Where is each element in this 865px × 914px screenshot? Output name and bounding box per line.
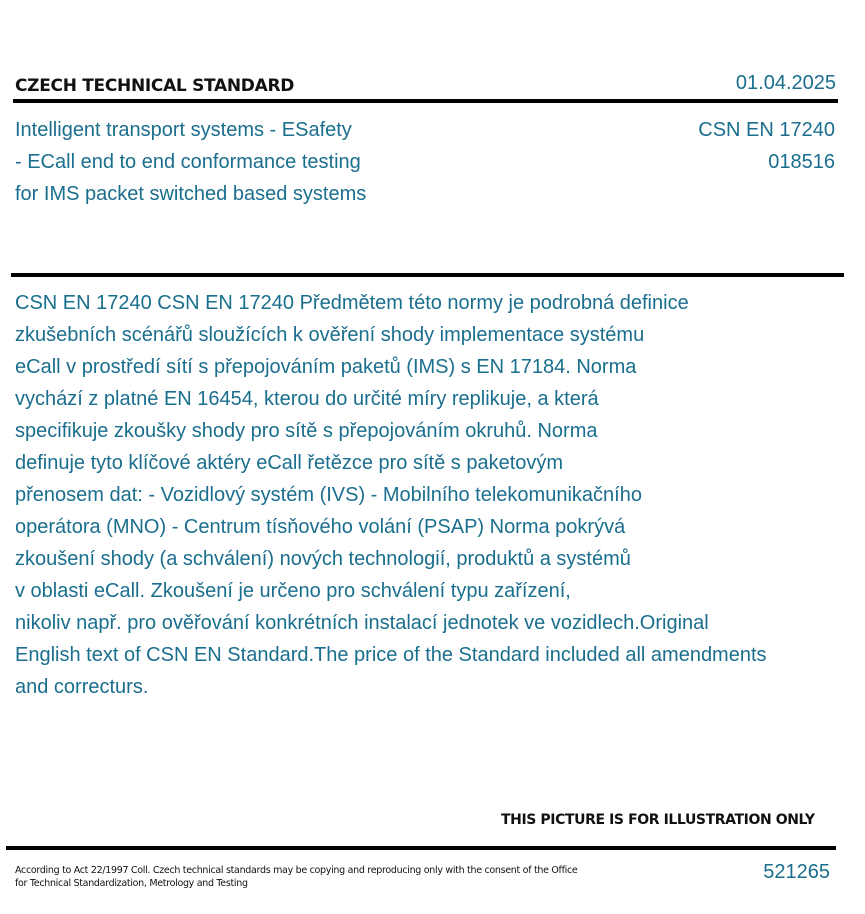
top-divider [13,99,838,103]
description-line: eCall v prostředí sítí s přepojováním paketů (IMS) s EN 17184. Norma [15,356,637,378]
description-line: v oblasti eCall. Zkoušení je určeno pro schválení typu zařízení, [15,580,571,602]
title-line: for IMS packet switched based systems [15,183,367,205]
description-line: vychází z platné EN 16454, kterou do určité míry replikuje, a která [15,388,599,410]
standard-description [15,287,845,703]
legal-line: for Technical Standardization, Metrology and Testing [15,878,248,889]
header-label: CZECH TECHNICAL STANDARD [15,76,295,96]
description-line: and correcturs. [15,676,149,698]
publication-date: 01.04.2025 [735,72,836,94]
standard-number: CSN EN 17240 [698,119,835,141]
description-line: nikoliv např. pro ověřování konkrétních instalací jednotek ve vozidlech.Original [15,612,709,634]
catalog-number: 018516 [768,151,835,173]
description-line: English text of CSN EN Standard.The price of the Standard included all amendments [15,644,767,666]
description-line: definuje tyto klíčové aktéry eCall řetězce pro sítě s paketovým [15,452,564,474]
description-line: CSN EN 17240 CSN EN 17240 Předmětem této normy je podrobná definice [15,292,689,314]
illustration-note: THIS PICTURE IS FOR ILLUSTRATION ONLY [501,812,815,828]
middle-divider [11,273,844,277]
description-line: zkušebních scénářů sloužících k ověření shody implementace systému [15,324,645,346]
product-id: 521265 [763,861,830,883]
description-line: specifikuje zkoušky shody pro sítě s přepojováním okruhů. Norma [15,420,598,442]
title-line: Intelligent transport systems - ESafety [15,119,352,141]
standard-codes [698,114,835,178]
title-line: - ECall end to end conformance testing [15,151,361,173]
description-line: přenosem dat: - Vozidlový systém (IVS) - Mobilního telekomunikačního [15,484,642,506]
standard-title [15,114,435,210]
description-line: zkoušení shody (a schválení) nových technologií, produktů a systémů [15,548,631,570]
legal-line: According to Act 22/1997 Coll. Czech technical standards may be copying and reproducing only with the consent of the Office [15,865,578,876]
description-line: operátora (MNO) - Centrum tísňového volání (PSAP) Norma pokrývá [15,516,626,538]
bottom-divider [6,846,836,850]
legal-notice [15,864,595,890]
